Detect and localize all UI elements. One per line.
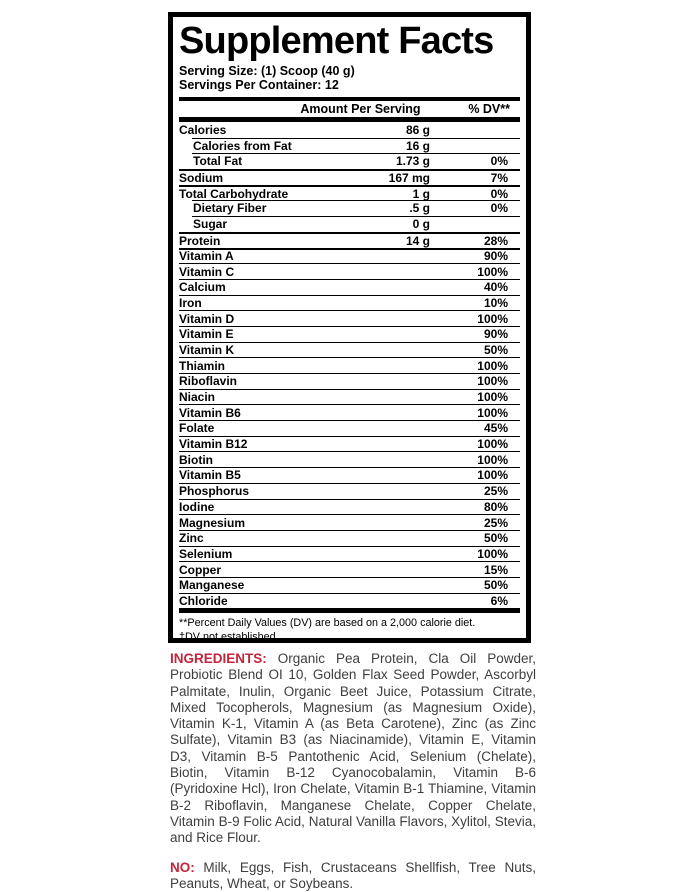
allergens-paragraph [170, 860, 536, 892]
nutrient-dv: 100% [477, 468, 508, 483]
nutrient-dv: 45% [483, 421, 508, 436]
nutrient-name: Thiamin [179, 358, 226, 373]
nutrient-dv: 6% [490, 593, 508, 608]
nutrient-dv: 50% [483, 578, 508, 593]
nutrient-dv: 50% [483, 342, 508, 357]
table-column-header [179, 101, 520, 117]
nutrient-rows [179, 122, 520, 608]
nutrient-name: Folate [179, 421, 215, 436]
nutrient-name: Manganese [179, 578, 245, 593]
nutrient-name: Vitamin D [179, 311, 235, 326]
nutrient-amount: 16 g [405, 138, 430, 153]
nutrient-dv: 100% [477, 358, 508, 373]
allergens-text: Milk, Eggs, Fish, Crustaceans Shellfish, Tree Nuts, Peanuts, Wheat, or Soybeans. [170, 859, 536, 891]
table-row [179, 326, 520, 342]
nutrient-name: Biotin [179, 452, 213, 467]
nutrient-amount: .5 g [409, 201, 430, 216]
nutrient-name: Zinc [179, 531, 204, 546]
nutrient-amount: 14 g [405, 233, 430, 248]
nutrient-name: Calories [179, 122, 227, 137]
table-row [179, 373, 520, 389]
nutrient-name: Calcium [179, 280, 226, 295]
table-row [179, 185, 520, 201]
nutrient-name: Vitamin A [179, 249, 234, 264]
table-row [179, 295, 520, 311]
nutrient-dv: 100% [477, 264, 508, 279]
nutrient-dv: 80% [483, 499, 508, 514]
nutrient-dv: 100% [477, 374, 508, 389]
allergens-label: NO: [170, 859, 195, 875]
nutrient-name: Magnesium [179, 515, 246, 530]
nutrient-dv: 0% [490, 186, 508, 201]
dv-column-header: % DV** [468, 102, 510, 116]
nutrient-dv: 0% [490, 201, 508, 216]
ingredients-paragraph [170, 651, 536, 847]
nutrient-dv: 40% [483, 280, 508, 295]
table-row [179, 483, 520, 499]
nutrient-dv: 15% [483, 562, 508, 577]
nutrient-name: Calories from Fat [193, 138, 292, 153]
nutrient-name: Dietary Fiber [193, 201, 267, 216]
table-row [179, 310, 520, 326]
nutrient-amount: 0 g [412, 216, 430, 231]
nutrient-dv: 0% [490, 154, 508, 169]
table-row [179, 138, 520, 154]
nutrient-dv: 90% [483, 327, 508, 342]
table-row [179, 593, 520, 609]
nutrient-name: Iron [179, 295, 202, 310]
ingredients-label: INGREDIENTS: [170, 651, 267, 666]
nutrient-name: Riboflavin [179, 374, 238, 389]
nutrient-dv: 28% [483, 233, 508, 248]
table-row [179, 216, 520, 232]
table-row [179, 357, 520, 373]
nutrient-name: Phosphorus [179, 484, 250, 499]
table-row [179, 530, 520, 546]
table-row [179, 420, 520, 436]
nutrient-name: Total Fat [193, 154, 243, 169]
nutrient-dv: 25% [483, 515, 508, 530]
table-row [179, 514, 520, 530]
nutrient-dv: 100% [477, 405, 508, 420]
nutrient-name: Vitamin K [179, 342, 235, 357]
nutrient-dv: 10% [483, 295, 508, 310]
ingredients-section [170, 651, 536, 892]
nutrient-dv: 7% [490, 170, 508, 185]
table-row [179, 546, 520, 562]
nutrient-dv: 25% [483, 484, 508, 499]
table-row [179, 232, 520, 248]
nutrient-name: Chloride [179, 593, 228, 608]
nutrient-amount: 1.73 g [395, 154, 430, 169]
nutrient-name: Sodium [179, 170, 223, 185]
footnotes [179, 613, 520, 645]
footnote-dv-not-established: †DV not established. [179, 631, 279, 644]
nutrient-name: Selenium [179, 546, 233, 561]
nutrient-name: Copper [179, 562, 221, 577]
nutrient-name: Vitamin B6 [179, 405, 241, 420]
table-row [179, 577, 520, 593]
ingredients-text: Organic Pea Protein, Cla Oil Powder, Probiotic Blend OI 10, Golden Flax Seed Powder, Ascorbyl Palmitate, Inulin, Organic Beet Juice, Potassium Citrate, Mixed Tocopherols, Magnesium (as Magnesium Oxide), Vitamin K-1, Vitamin A (as Beta Carotene), Zinc (as Zinc Sulfate), Vitamin B3 (as Niacinamide), Vitamin E, Vitamin D3, Vitamin B-5 Pantothenic Acid, Selenium (Chelate), Biotin, Vitamin B-12 Cyanocobalamin, Vitamin B-6 (Pyridoxine Hcl), Iron Chelate, Vitamin B-1 Thiamine, Vitamin B-2 Riboflavin, Manganese Chelate, Copper Chelate, Vitamin B-9 Folic Acid, Natural Vanilla Flavors, Xylitol, Stevia, and Rice Flour. [170, 651, 536, 846]
nutrient-amount: 167 mg [388, 170, 430, 185]
table-row [179, 561, 520, 577]
table-row [179, 248, 520, 264]
table-row [179, 342, 520, 358]
table-row [179, 499, 520, 515]
nutrient-amount: 1 g [412, 186, 430, 201]
serving-size: Serving Size: (1) Scoop (40 g) [179, 64, 355, 78]
nutrient-name: Iodine [179, 499, 215, 514]
table-row [179, 122, 520, 138]
table-row [179, 200, 520, 216]
supplement-facts-panel [168, 12, 531, 643]
nutrient-name: Vitamin E [179, 327, 234, 342]
nutrient-name: Vitamin B5 [179, 468, 241, 483]
table-row [179, 153, 520, 169]
nutrient-name: Sugar [193, 216, 228, 231]
table-row [179, 263, 520, 279]
panel-title: Supplement Facts [179, 20, 494, 62]
nutrient-name: Total Carbohydrate [179, 186, 289, 201]
nutrient-name: Vitamin C [179, 264, 235, 279]
nutrient-name: Protein [179, 233, 221, 248]
nutrient-dv: 100% [477, 452, 508, 467]
table-row [179, 404, 520, 420]
amount-column-header: Amount Per Serving [300, 102, 421, 116]
table-row [179, 436, 520, 452]
nutrient-dv: 100% [477, 390, 508, 405]
nutrient-dv: 100% [477, 546, 508, 561]
nutrient-dv: 100% [477, 437, 508, 452]
nutrient-dv: 50% [483, 531, 508, 546]
nutrient-amount: 86 g [405, 122, 430, 137]
nutrient-name: Niacin [179, 390, 216, 405]
nutrient-dv: 100% [477, 311, 508, 326]
servings-per-container: Servings Per Container: 12 [179, 78, 339, 92]
table-row [179, 389, 520, 405]
table-row [179, 169, 520, 185]
table-row [179, 451, 520, 467]
table-row [179, 467, 520, 483]
footnote-daily-values: **Percent Daily Values (DV) are based on a 2,000 calorie diet. [179, 617, 476, 630]
nutrient-name: Vitamin B12 [179, 437, 248, 452]
nutrient-dv: 90% [483, 249, 508, 264]
table-row [179, 279, 520, 295]
